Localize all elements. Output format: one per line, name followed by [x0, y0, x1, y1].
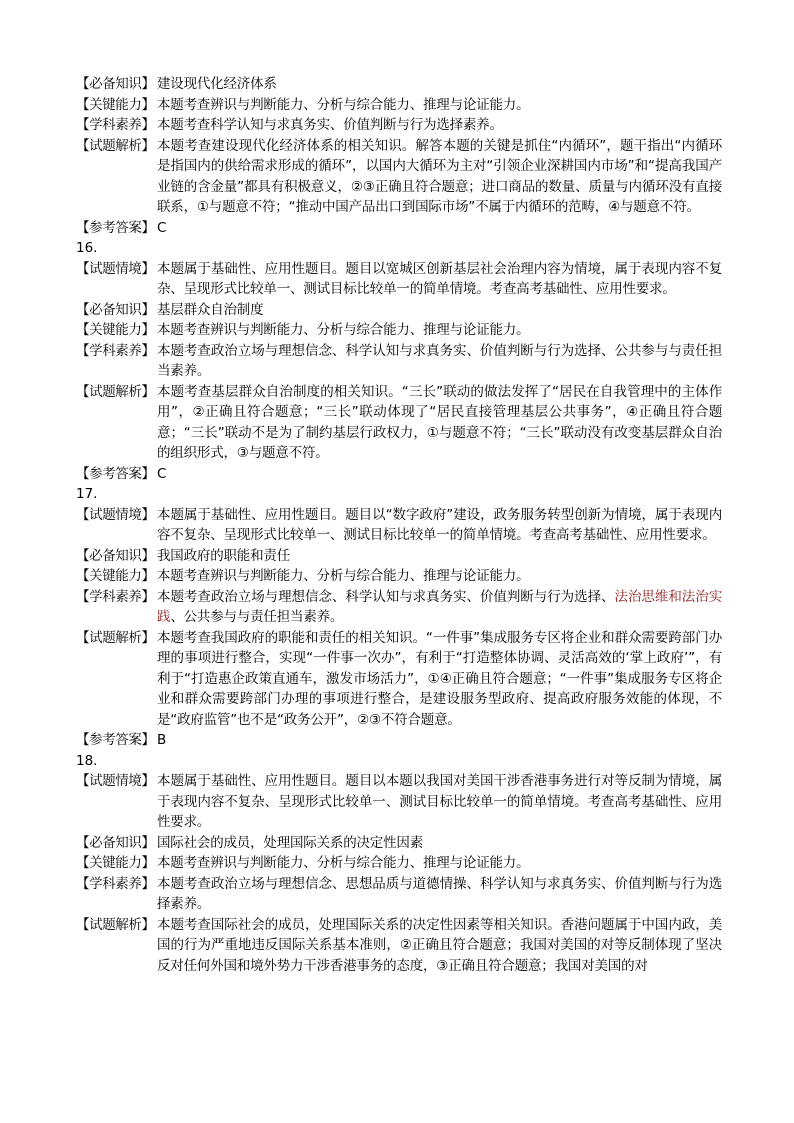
entry-text-part: 本题属于基础性、应用性题目。题目以“数字政府”建设，政务服务转型创新为情境，属于表现内容不复杂、呈现形式比较单一、测试目标比较单一的简单情境。考查高考基础性、应用性要求。	[157, 506, 722, 543]
entry-text-part: 本题考查辨识与判断能力、分析与综合能力、推理与论证能力。	[157, 855, 530, 871]
question-number: 17.	[76, 486, 98, 502]
entry-text-part: 本题考查建设现代化经济体系的相关知识。解答本题的关键是抓住“内循环”，题干指出“内循环是指国内的供给需求形成的循环”，以国内大循环为主对“引领企业深耕国内市场”和“提高我国产业链的含金量”都具有积极意义，②③正确且符合题意；进口商品的数量、质量与内循环没有直接联系，①与题意不符；“推动中国产品出口到国际市场”不属于内循环的范畴，④与题意不符。	[157, 137, 722, 215]
entry-text	[157, 218, 722, 239]
entry-label: 【必备知识】	[76, 76, 155, 92]
entry-label: 【参考答案】	[76, 219, 155, 236]
entry-text-part: 本题考查辨识与判断能力、分析与综合能力、推理与论证能力。	[157, 568, 530, 584]
entry-text	[157, 915, 722, 977]
analysis-entry	[76, 341, 722, 382]
analysis-entry	[76, 74, 722, 95]
entry-text	[157, 464, 722, 485]
entry-text-part: C	[157, 219, 167, 236]
entry-text-part: C	[157, 465, 167, 482]
analysis-entry	[76, 853, 722, 874]
entry-text-part: B	[157, 732, 167, 748]
entry-label: 【必备知识】	[76, 547, 155, 564]
entry-label: 【必备知识】	[76, 834, 155, 851]
entry-text	[157, 320, 722, 341]
entry-text-part: 建设现代化经济体系	[157, 76, 277, 92]
entry-label: 【试题情境】	[76, 773, 155, 789]
analysis-entry	[76, 115, 722, 136]
entry-label: 【参考答案】	[76, 732, 155, 748]
analysis-entry	[76, 587, 722, 628]
entry-label: 【试题解析】	[76, 383, 155, 400]
entry-label: 【试题解析】	[76, 137, 155, 154]
answer-analysis-content	[76, 74, 722, 976]
analysis-entry	[76, 136, 722, 218]
entry-label: 【试题解析】	[76, 916, 155, 933]
analysis-entry	[76, 382, 722, 464]
entry-text	[157, 587, 722, 628]
analysis-entry	[76, 771, 722, 833]
entry-text-part: 本题属于基础性、应用性题目。题目以宽城区创新基层社会治理内容为情境，属于表现内容不复杂、呈现形式比较单一、测试目标比较单一的简单情境。考查高考基础性、应用性要求。	[157, 260, 722, 297]
entry-label: 【学科素养】	[76, 875, 155, 892]
analysis-entry	[76, 566, 722, 587]
entry-text	[157, 833, 722, 854]
entry-text-part: 本题考查国际社会的成员，处理国际关系的决定性因素等相关知识。香港问题属于中国内政，美国的行为严重地违反国际关系基本准则，②正确且符合题意；我国对美国的对等反制体现了坚决反对任何外国和境外势力干涉香港事务的态度，③正确且符合题意；我国对美国的对	[157, 916, 722, 974]
question-number: 16.	[76, 240, 98, 256]
analysis-entry	[76, 546, 722, 567]
entry-text	[157, 136, 722, 218]
entry-text	[157, 853, 722, 874]
entry-label: 【学科素养】	[76, 117, 155, 133]
entry-label: 【关键能力】	[76, 855, 155, 871]
entry-text	[157, 730, 722, 751]
highlighted-text: 法治思维和法治实践	[157, 588, 722, 625]
entry-text-part: 本题考查政治立场与理想信念、科学认知与求真务实、价值判断与行为选择、公共参与与责任担当素养。	[157, 342, 722, 379]
analysis-entry	[76, 833, 722, 854]
entry-label: 【学科素养】	[76, 588, 155, 605]
entry-text	[157, 115, 722, 136]
entry-text	[157, 566, 722, 587]
entry-text	[157, 259, 722, 300]
entry-label: 【必备知识】	[76, 301, 155, 318]
entry-text-part: 本题考查辨识与判断能力、分析与综合能力、推理与论证能力。	[157, 96, 530, 113]
entry-label: 【参考答案】	[76, 465, 155, 482]
entry-label: 【关键能力】	[76, 568, 155, 584]
entry-label: 【学科素养】	[76, 342, 155, 359]
entry-text-part: 、公共参与与责任担当素养。	[170, 609, 344, 625]
entry-text-part: 基层群众自治制度	[157, 301, 264, 318]
entry-label: 【关键能力】	[76, 96, 155, 113]
entry-text	[157, 546, 722, 567]
question-number: 18.	[76, 752, 98, 769]
entry-text	[157, 628, 722, 731]
analysis-entry	[76, 218, 722, 239]
analysis-entry	[76, 505, 722, 546]
entry-text-part: 本题考查科学认知与求真务实、价值判断与行为选择素养。	[157, 117, 503, 133]
entry-text-part: 本题考查基层群众自治制度的相关知识。“三长”联动的做法发挥了“居民在自我管理中的主体作用”，②正确且符合题意；“三长”联动体现了“居民直接管理基层公共事务”，④正确且符合题意；“三长”联动不是为了制约基层行政权力，①与题意不符；“三长”联动没有改变基层群众自治的组织形式，③与题意不符。	[157, 383, 722, 461]
entry-text	[157, 95, 722, 116]
analysis-entry	[76, 300, 722, 321]
entry-text	[157, 74, 722, 95]
analysis-entry	[76, 874, 722, 915]
analysis-entry	[76, 320, 722, 341]
entry-text	[157, 341, 722, 382]
entry-text-part: 本题考查我国政府的职能和责任的相关知识。“一件事”集成服务专区将企业和群众需要跨部门办理的事项进行整合，实现“一件事一次办”，有利于“打造整体协调、灵活高效的‘掌上政府’”，有利于“打造惠企政策直通车，激发市场活力”，①④正确且符合题意；“一件事”集成服务专区将企业和群众需要跨部门办理的事项进行整合，是建设服务型政府、提高政府服务效能的体现，不是“政府监管”也不是“政务公开”，②③不符合题意。	[157, 629, 722, 728]
entry-text	[157, 300, 722, 321]
entry-text	[157, 874, 722, 915]
entry-text-part: 我国政府的职能和责任	[157, 547, 290, 564]
analysis-entry	[76, 95, 722, 116]
analysis-entry	[76, 628, 722, 731]
analysis-entry	[76, 464, 722, 485]
entry-text-part: 本题考查政治立场与理想信念、科学认知与求真务实、价值判断与行为选择、	[157, 588, 615, 605]
entry-text	[157, 382, 722, 464]
analysis-entry	[76, 915, 722, 977]
entry-text-part: 本题考查辨识与判断能力、分析与综合能力、推理与论证能力。	[157, 322, 530, 338]
entry-text-part: 本题考查政治立场与理想信念、思想品质与道德情操、科学认知与求真务实、价值判断与行为选择素养。	[157, 875, 722, 912]
entry-text-part: 本题属于基础性、应用性题目。题目以本题以我国对美国干涉香港事务进行对等反制为情境，属于表现内容不复杂、呈现形式比较单一、测试目标比较单一的简单情境。考查高考基础性、应用性要求。	[157, 773, 722, 830]
entry-text	[157, 771, 722, 833]
entry-label: 【试题情境】	[76, 260, 155, 277]
entry-text	[157, 505, 722, 546]
entry-label: 【试题解析】	[76, 629, 155, 646]
analysis-entry	[76, 259, 722, 300]
analysis-entry	[76, 730, 722, 751]
entry-text-part: 国际社会的成员，处理国际关系的决定性因素	[157, 834, 423, 851]
entry-label: 【关键能力】	[76, 322, 155, 338]
entry-label: 【试题情境】	[76, 506, 155, 523]
